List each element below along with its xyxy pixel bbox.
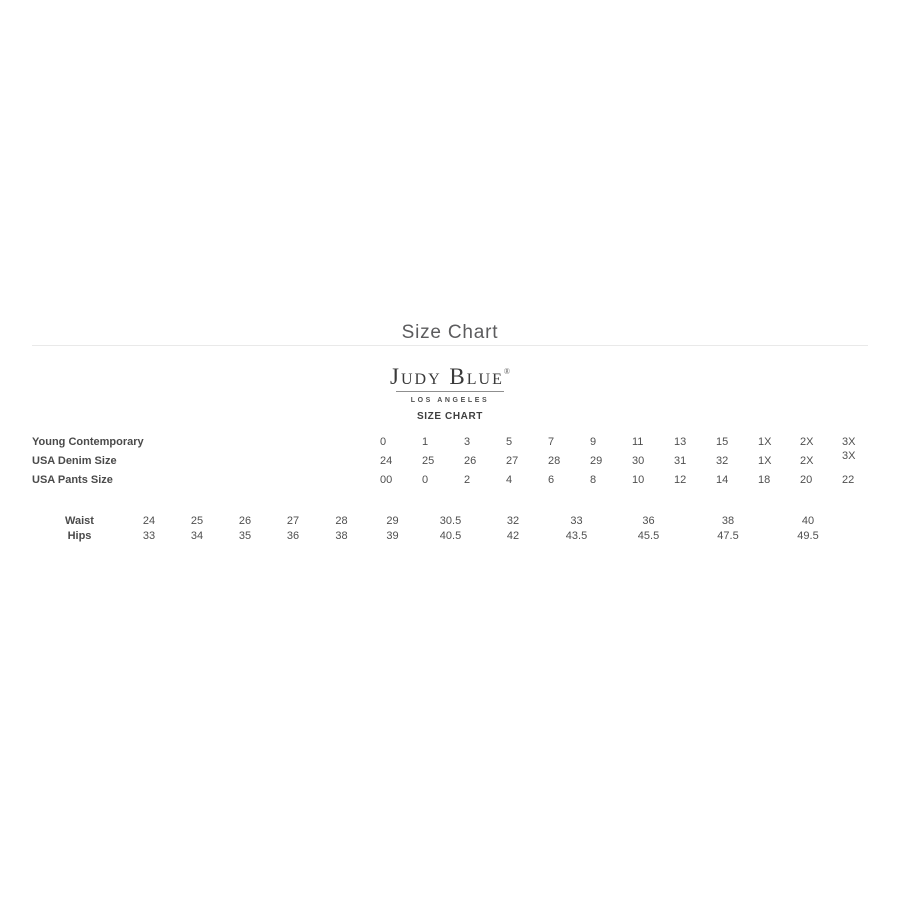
size-cell: 6 [548,473,555,486]
measurement-cell: 28 [335,514,348,527]
measurement-table [32,513,848,543]
measurement-cell: 36 [642,514,655,527]
measurement-cell: 49.5 [797,529,819,542]
table-row [32,513,848,528]
registered-trademark-icon: ® [503,367,510,376]
size-cell: 3X [842,449,856,462]
measurement-cell: 30.5 [439,514,462,527]
size-cell: 2 [464,473,471,486]
measurement-cell: 27 [286,514,300,527]
table-row [32,432,884,451]
measurement-cell: 33 [142,529,156,542]
row-label: USA Denim Size [32,454,117,467]
measurement-cell: 38 [335,529,348,542]
size-cell: 13 [674,435,687,448]
section-divider [32,345,868,346]
size-cell: 8 [590,473,597,486]
measurement-cell: 43.5 [565,529,588,542]
measurement-cell: 26 [238,514,252,527]
measurement-cell: 40 [801,514,815,527]
size-conversion-table [32,432,884,489]
measurement-cell: 45.5 [637,529,660,542]
measurement-cell: 36 [286,529,300,542]
size-chart-caption: SIZE CHART [417,411,483,422]
size-cell: 10 [632,473,645,486]
measurement-cell: 32 [506,514,520,527]
size-cell: 15 [716,435,729,448]
size-cell: 1X [758,454,772,467]
measurement-cell: 38 [721,514,735,527]
size-cell: 00 [380,473,393,486]
size-cell: 31 [674,454,687,467]
size-cell: 1 [422,435,429,448]
measurement-cell: 40.5 [439,529,462,542]
size-cell: 28 [548,454,561,467]
row-label: Waist [65,514,94,527]
size-cell: 11 [632,435,644,448]
size-cell: 29 [590,454,603,467]
row-label: Hips [67,529,92,542]
measurement-cell: 29 [386,514,399,527]
size-cell: 3X [842,435,856,448]
brand-logo-name [0,360,900,389]
measurement-cell: 33 [570,514,583,527]
size-cell: 9 [590,435,597,448]
size-cell: 4 [506,473,513,486]
table-row [32,528,848,543]
measurement-cell: 35 [238,529,252,542]
measurement-cell: 39 [386,529,399,542]
size-cell: 30 [632,454,645,467]
size-cell: 20 [800,473,813,486]
size-cell: 0 [422,473,429,486]
measurement-cell: 34 [190,529,204,542]
size-cell: 2X [800,454,814,467]
size-cell: 18 [758,473,771,486]
measurement-cell: 24 [142,514,156,527]
logo-underline [396,391,504,392]
brand-logo-city: LOS ANGELES [410,397,490,404]
row-label: USA Pants Size [32,473,113,486]
size-cell: 0 [380,435,387,448]
size-cell: 26 [464,454,477,467]
size-cell: 7 [548,435,555,448]
size-cell: 12 [674,473,687,486]
table-row [32,451,884,470]
size-cell: 1X [758,435,772,448]
table-row [32,470,884,489]
size-cell: 32 [716,454,729,467]
size-cell: 14 [716,473,729,486]
measurement-cell: 25 [190,514,204,527]
measurement-cell: 47.5 [717,529,739,542]
size-cell: 5 [506,435,513,448]
page-title: Size Chart [401,322,499,343]
size-cell: 25 [422,454,435,467]
size-cell: 3 [464,435,471,448]
size-cell: 22 [842,473,855,486]
row-label: Young Contemporary [32,435,144,448]
brand-name-text: Judy Blue [390,364,504,389]
size-cell: 24 [380,454,393,467]
measurement-cell: 42 [506,529,520,542]
size-cell: 27 [506,454,519,467]
brand-logo [0,360,900,423]
size-cell: 2X [800,435,814,448]
